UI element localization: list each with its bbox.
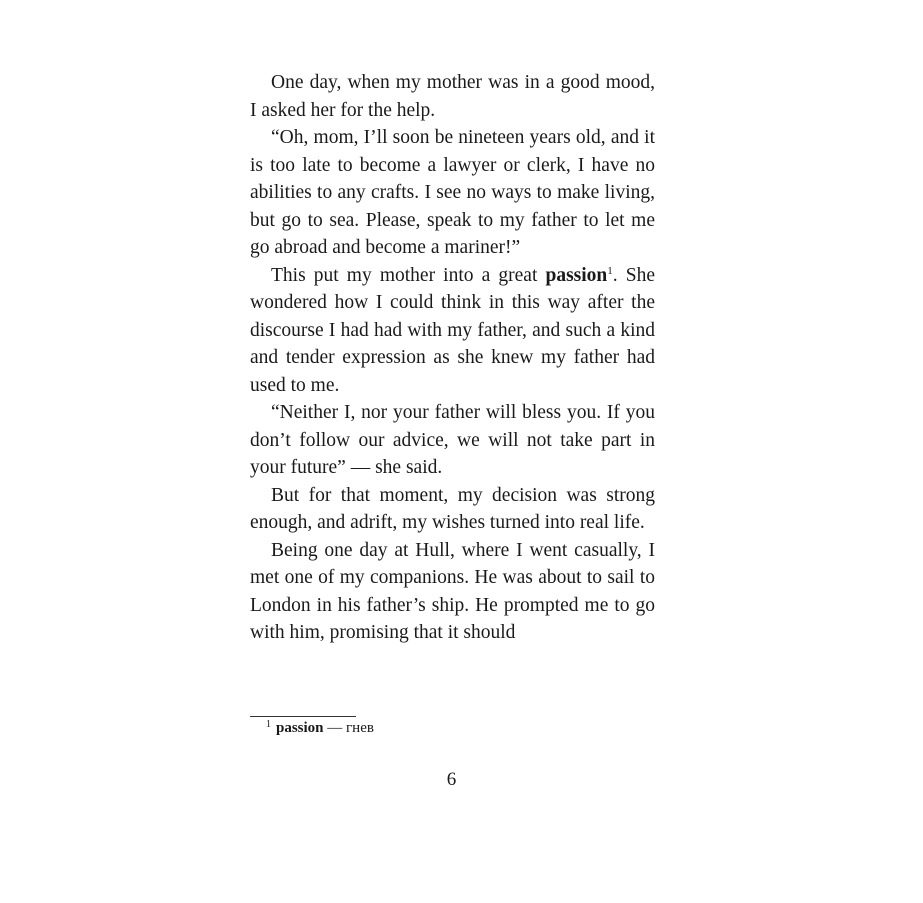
paragraph-mother-mood: One day, when my mother was in a good mood, I asked her for the help. — [250, 72, 655, 121]
paragraph-decision: But for that moment, my decision was strong enough, and adrift, my wishes turned into real life. — [250, 484, 655, 533]
page-body — [250, 69, 655, 647]
footnote-translation: гнев — [346, 720, 374, 736]
paragraph-passion — [250, 262, 655, 400]
paragraph-no-blessing: “Neither I, nor your father will bless you. If you don’t follow our advice, we will not take part in your future” — she said. — [250, 402, 655, 478]
paragraph-passion-after: . She wondered how I could think in this way after the discourse I had had with my father, and such a kind and tender expression as she knew my father had used to me. — [250, 264, 655, 396]
passion-term: passion — [545, 264, 608, 286]
paragraph-passion-before: This put my mother into a great — [271, 264, 546, 286]
paragraph-hull: Being one day at Hull, where I went casually, I met one of my companions. He was about to sail to London in his father’s ship. He prompted me to go with him, promising that it should — [250, 539, 655, 643]
page-number: 6 — [446, 769, 457, 790]
footnote-separator: — — [323, 720, 347, 736]
footnote — [266, 718, 374, 738]
footnote-marker: 1 — [607, 264, 613, 277]
footnote-term: passion — [276, 720, 324, 736]
paragraph-plea: “Oh, mom, I’ll soon be nineteen years old, and it is too late to become a lawyer or clerk, I have no abilities to any crafts. I see no ways to make living, but go to sea. Please, speak to my father to let me go abroad and become a mariner!” — [250, 127, 655, 258]
footnote-number: 1 — [266, 719, 271, 730]
footnote-divider — [250, 716, 356, 717]
